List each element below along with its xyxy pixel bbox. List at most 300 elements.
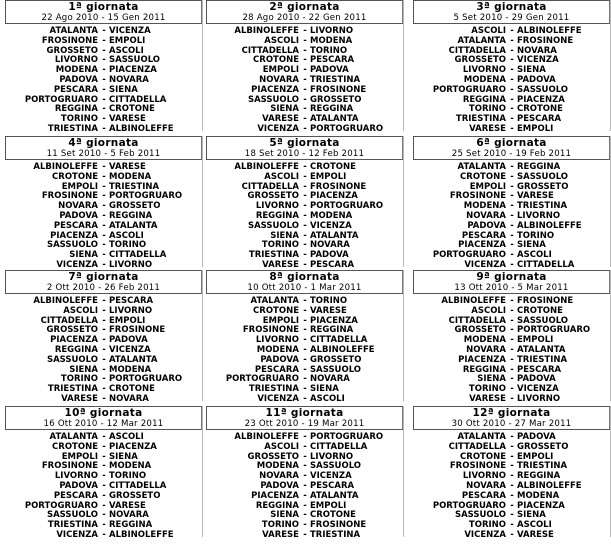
away-team: EMPOLI <box>517 451 554 462</box>
away-team: LIVORNO <box>517 210 561 221</box>
away-team: VARESE <box>109 114 146 125</box>
round-dates: 11 Set 2010 - 5 Feb 2011 <box>46 149 161 159</box>
match-separator: - <box>303 250 307 261</box>
home-team: SIENA <box>270 104 299 115</box>
away-team: ASCOLI <box>517 520 552 531</box>
home-team: TRIESTINA <box>47 384 98 395</box>
match-separator: - <box>510 45 514 56</box>
match-separator: - <box>303 451 307 462</box>
match-separator: - <box>102 191 106 202</box>
home-team: LIVORNO <box>54 55 98 66</box>
home-team: VARESE <box>469 123 506 134</box>
home-team: VARESE <box>262 259 299 270</box>
away-team: EMPOLI <box>109 315 146 326</box>
home-team: LIVORNO <box>255 201 299 212</box>
home-team: MODENA <box>256 344 299 355</box>
away-team: ASCOLI <box>517 250 552 261</box>
match-separator: - <box>510 210 514 221</box>
round-dates: 28 Ago 2010 - 22 Gen 2011 <box>242 13 367 23</box>
away-team: TRIESTINA <box>109 181 160 192</box>
home-team: CROTONE <box>460 451 506 462</box>
away-team: FROSINONE <box>310 84 367 95</box>
match-separator: - <box>510 230 514 241</box>
match-separator: - <box>303 94 307 105</box>
match-separator: - <box>510 344 514 355</box>
match-separator: - <box>102 441 106 452</box>
home-team: TORINO <box>261 520 299 531</box>
home-team: CROTONE <box>52 441 98 452</box>
home-team: NOVARA <box>466 480 506 491</box>
away-team: ATALANTA <box>109 220 158 231</box>
away-team: FROSINONE <box>109 325 166 336</box>
match-list <box>413 295 610 405</box>
away-team: ALBINOLEFFE <box>517 480 582 491</box>
match-separator: - <box>102 520 106 531</box>
away-team: ALBINOLEFFE <box>517 26 582 36</box>
home-team: TORINO <box>60 374 98 385</box>
away-team: PADOVA <box>109 335 148 346</box>
away-team: ATALANTA <box>517 344 566 355</box>
match-separator: - <box>510 259 514 270</box>
home-team: VICENZA <box>464 259 506 270</box>
home-team: SIENA <box>270 230 299 241</box>
match-separator: - <box>102 305 106 316</box>
match-separator: - <box>102 123 106 134</box>
away-team: CROTONE <box>310 510 356 521</box>
away-team: SIENA <box>517 240 546 251</box>
match-separator: - <box>303 510 307 521</box>
away-team: ALBINOLEFFE <box>310 344 375 355</box>
home-team: SASSUOLO <box>454 510 506 521</box>
match-separator: - <box>102 26 106 36</box>
away-team: SASSUOLO <box>517 315 569 326</box>
home-team: CITTADELLA <box>448 315 506 326</box>
home-team: PIACENZA <box>458 240 506 251</box>
match-separator: - <box>303 432 307 442</box>
match-separator: - <box>510 250 514 261</box>
home-team: ATALANTA <box>457 35 506 46</box>
round-title: 7ª giornata <box>68 271 139 283</box>
home-team: SIENA <box>477 374 506 385</box>
away-team: CROTONE <box>109 384 155 395</box>
round-card <box>413 406 611 540</box>
round-header <box>413 270 610 294</box>
home-team: TORINO <box>468 520 506 531</box>
away-team: PADOVA <box>310 65 349 76</box>
away-team: EMPOLI <box>517 123 554 134</box>
home-team: ATALANTA <box>457 432 506 442</box>
round-title: 1ª giornata <box>68 1 139 13</box>
match-row <box>5 395 202 405</box>
home-team: LIVORNO <box>255 335 299 346</box>
match-row <box>413 531 610 541</box>
home-team: CROTONE <box>460 171 506 182</box>
match-separator: - <box>303 335 307 346</box>
home-team: PORTOGRUARO <box>24 500 98 511</box>
match-separator: - <box>510 123 514 134</box>
home-team: ATALANTA <box>49 26 98 36</box>
home-team: LIVORNO <box>54 471 98 482</box>
away-team: PIACENZA <box>109 441 157 452</box>
away-team: PORTOGRUARO <box>109 191 183 202</box>
home-team: NOVARA <box>58 201 98 212</box>
away-team: TORINO <box>109 240 147 251</box>
match-separator: - <box>510 335 514 346</box>
round-header <box>5 136 202 160</box>
home-team: TRIESTINA <box>455 114 506 125</box>
match-separator: - <box>510 84 514 95</box>
home-team: EMPOLI <box>262 65 299 76</box>
home-team: ALBINOLEFFE <box>33 296 98 306</box>
away-team: TORINO <box>310 296 348 306</box>
away-team: LIVORNO <box>109 305 153 316</box>
away-team: PADOVA <box>517 432 556 442</box>
match-separator: - <box>303 393 307 404</box>
away-team: EMPOLI <box>310 500 347 511</box>
home-team: CROTONE <box>253 55 299 66</box>
home-team: SASSUOLO <box>247 94 299 105</box>
round-header <box>206 406 403 430</box>
away-team: TRIESTINA <box>310 529 361 540</box>
home-team: GROSSETO <box>46 325 98 336</box>
round-title: 11ª giornata <box>265 407 344 419</box>
match-list <box>5 431 202 541</box>
away-team: EMPOLI <box>310 171 347 182</box>
away-team: GROSSETO <box>310 94 362 105</box>
match-row <box>206 395 403 405</box>
round-dates: 13 Ott 2010 - 5 Mar 2011 <box>454 283 569 293</box>
home-team: ASCOLI <box>471 305 506 316</box>
away-team: NOVARA <box>109 510 149 521</box>
match-separator: - <box>303 461 307 472</box>
away-team: SASSUOLO <box>109 55 161 66</box>
match-separator: - <box>102 529 106 540</box>
match-row <box>206 531 403 541</box>
home-team: SASSUOLO <box>247 220 299 231</box>
match-separator: - <box>303 114 307 125</box>
home-team: VICENZA <box>257 123 299 134</box>
home-team: LIVORNO <box>462 471 506 482</box>
match-separator: - <box>303 471 307 482</box>
match-separator: - <box>102 325 106 336</box>
match-separator: - <box>303 325 307 336</box>
round-header <box>206 136 403 160</box>
home-team: PESCARA <box>53 490 98 501</box>
match-separator: - <box>303 354 307 365</box>
match-separator: - <box>510 201 514 212</box>
home-team: PORTOGRUARO <box>432 500 506 511</box>
round-header <box>5 406 202 430</box>
match-row <box>413 125 610 135</box>
home-team: VICENZA <box>464 529 506 540</box>
away-team: PIACENZA <box>517 500 565 511</box>
match-separator: - <box>303 84 307 95</box>
match-separator: - <box>510 490 514 501</box>
home-team: PORTOGRUARO <box>24 94 98 105</box>
home-team: VARESE <box>262 114 299 125</box>
away-team: REGGINA <box>109 210 153 221</box>
match-list <box>206 295 403 405</box>
home-team: GROSSETO <box>247 451 299 462</box>
home-team: ASCOLI <box>264 35 299 46</box>
home-team: VARESE <box>469 393 506 404</box>
match-separator: - <box>303 344 307 355</box>
match-separator: - <box>303 374 307 385</box>
home-team: ALBINOLEFFE <box>33 162 98 172</box>
match-separator: - <box>510 220 514 231</box>
away-team: CITTADELLA <box>109 250 167 261</box>
match-separator: - <box>303 500 307 511</box>
match-list <box>413 25 610 135</box>
away-team: PADOVA <box>310 250 349 261</box>
home-team: TRIESTINA <box>248 384 299 395</box>
round-card <box>5 270 203 404</box>
round-title: 12ª giornata <box>472 407 551 419</box>
round-card <box>413 270 611 404</box>
home-team: MODENA <box>256 461 299 472</box>
round-header <box>5 270 202 294</box>
away-team: CITTADELLA <box>109 480 167 491</box>
away-team: CITTADELLA <box>310 441 368 452</box>
home-team: CROTONE <box>253 305 299 316</box>
match-separator: - <box>510 432 514 442</box>
match-separator: - <box>510 451 514 462</box>
round-title: 10ª giornata <box>64 407 143 419</box>
match-separator: - <box>102 471 106 482</box>
away-team: CITTADELLA <box>310 335 368 346</box>
match-separator: - <box>303 104 307 115</box>
home-team: EMPOLI <box>61 451 98 462</box>
match-separator: - <box>303 296 307 306</box>
match-separator: - <box>102 220 106 231</box>
home-team: CITTADELLA <box>241 45 299 56</box>
match-separator: - <box>303 191 307 202</box>
away-team: TRIESTINA <box>310 74 361 85</box>
away-team: PORTOGRUARO <box>310 123 384 134</box>
away-team: GROSSETO <box>517 441 569 452</box>
match-separator: - <box>510 510 514 521</box>
away-team: NOVARA <box>109 393 149 404</box>
away-team: MODENA <box>310 35 353 46</box>
match-separator: - <box>510 480 514 491</box>
match-separator: - <box>510 26 514 36</box>
away-team: PESCARA <box>517 114 562 125</box>
away-team: VARESE <box>109 500 146 511</box>
match-separator: - <box>303 230 307 241</box>
home-team: EMPOLI <box>469 181 506 192</box>
away-team: ATALANTA <box>310 490 359 501</box>
match-separator: - <box>102 364 106 375</box>
away-team: VARESE <box>517 191 554 202</box>
match-separator: - <box>510 364 514 375</box>
home-team: PIACENZA <box>50 335 98 346</box>
match-separator: - <box>303 384 307 395</box>
home-team: FROSINONE <box>449 461 506 472</box>
home-team: PADOVA <box>59 210 98 221</box>
away-team: MODENA <box>109 171 152 182</box>
round-title: 2ª giornata <box>269 1 340 13</box>
away-team: PIACENZA <box>517 94 565 105</box>
home-team: FROSINONE <box>41 461 98 472</box>
match-separator: - <box>102 230 106 241</box>
match-separator: - <box>303 171 307 182</box>
home-team: VICENZA <box>257 393 299 404</box>
away-team: VICENZA <box>109 26 151 36</box>
home-team: VICENZA <box>56 529 98 540</box>
match-separator: - <box>510 461 514 472</box>
away-team: SASSUOLO <box>310 364 362 375</box>
home-team: SASSUOLO <box>46 354 98 365</box>
home-team: SIENA <box>69 250 98 261</box>
away-team: NOVARA <box>517 45 557 56</box>
match-separator: - <box>102 45 106 56</box>
away-team: VARESE <box>109 162 146 172</box>
match-separator: - <box>510 240 514 251</box>
match-separator: - <box>303 259 307 270</box>
match-separator: - <box>510 500 514 511</box>
match-row <box>206 125 403 135</box>
match-separator: - <box>510 114 514 125</box>
away-team: ASCOLI <box>109 432 144 442</box>
away-team: REGGINA <box>310 104 354 115</box>
away-team: GROSSETO <box>109 490 161 501</box>
home-team: NOVARA <box>466 344 506 355</box>
away-team: ALBINOLEFFE <box>109 123 174 134</box>
away-team: ASCOLI <box>109 45 144 56</box>
home-team: GROSSETO <box>46 45 98 56</box>
match-separator: - <box>102 461 106 472</box>
match-separator: - <box>102 240 106 251</box>
match-separator: - <box>102 162 106 172</box>
match-separator: - <box>303 490 307 501</box>
away-team: PESCARA <box>310 259 355 270</box>
home-team: FROSINONE <box>41 35 98 46</box>
away-team: VICENZA <box>517 55 559 66</box>
round-dates: 5 Set 2010 - 29 Gen 2011 <box>453 13 570 23</box>
away-team: VARESE <box>310 305 347 316</box>
match-separator: - <box>510 520 514 531</box>
home-team: ASCOLI <box>264 171 299 182</box>
match-separator: - <box>102 250 106 261</box>
away-team: SASSUOLO <box>517 84 569 95</box>
home-team: MODENA <box>55 65 98 76</box>
match-list <box>413 431 610 541</box>
away-team: LIVORNO <box>109 259 153 270</box>
home-team: PIACENZA <box>50 230 98 241</box>
home-team: PADOVA <box>260 480 299 491</box>
away-team: EMPOLI <box>517 335 554 346</box>
home-team: LIVORNO <box>462 65 506 76</box>
match-separator: - <box>102 374 106 385</box>
match-separator: - <box>102 171 106 182</box>
home-team: TORINO <box>261 240 299 251</box>
match-separator: - <box>102 201 106 212</box>
match-separator: - <box>102 181 106 192</box>
away-team: ASCOLI <box>310 393 345 404</box>
home-team: NOVARA <box>259 74 299 85</box>
round-card <box>5 0 203 134</box>
away-team: SASSUOLO <box>310 461 362 472</box>
match-separator: - <box>510 191 514 202</box>
away-team: CROTONE <box>517 305 563 316</box>
match-separator: - <box>102 259 106 270</box>
away-team: TRIESTINA <box>517 201 568 212</box>
round-dates: 18 Set 2010 - 12 Feb 2011 <box>244 149 365 159</box>
home-team: FROSINONE <box>242 325 299 336</box>
home-team: ASCOLI <box>63 305 98 316</box>
away-team: CITTADELLA <box>109 94 167 105</box>
away-team: REGGINA <box>310 325 354 336</box>
away-team: PORTOGRUARO <box>517 325 591 336</box>
away-team: REGGINA <box>109 520 153 531</box>
match-separator: - <box>102 210 106 221</box>
away-team: LIVORNO <box>310 26 354 36</box>
home-team: SIENA <box>270 510 299 521</box>
match-separator: - <box>102 510 106 521</box>
match-separator: - <box>303 441 307 452</box>
away-team: GROSSETO <box>109 201 161 212</box>
match-list <box>5 161 202 271</box>
home-team: PESCARA <box>254 364 299 375</box>
away-team: VARESE <box>517 529 554 540</box>
match-separator: - <box>102 490 106 501</box>
match-separator: - <box>510 162 514 172</box>
home-team: CITTADELLA <box>40 315 98 326</box>
match-separator: - <box>102 344 106 355</box>
away-team: PIACENZA <box>109 65 157 76</box>
match-separator: - <box>102 296 106 306</box>
home-team: REGGINA <box>462 364 506 375</box>
match-list <box>206 161 403 271</box>
match-separator: - <box>303 364 307 375</box>
match-separator: - <box>102 480 106 491</box>
away-team: PORTOGRUARO <box>109 374 183 385</box>
away-team: TORINO <box>109 471 147 482</box>
home-team: PIACENZA <box>458 354 506 365</box>
away-team: TORINO <box>517 230 555 241</box>
match-separator: - <box>510 74 514 85</box>
away-team: PESCARA <box>109 296 154 306</box>
home-team: TORINO <box>60 114 98 125</box>
away-team: MODENA <box>109 461 152 472</box>
away-team: LIVORNO <box>517 393 561 404</box>
round-title: 9ª giornata <box>476 271 547 283</box>
match-separator: - <box>102 315 106 326</box>
home-team: PIACENZA <box>251 490 299 501</box>
match-list <box>206 25 403 135</box>
home-team: REGGINA <box>54 344 98 355</box>
away-team: VICENZA <box>517 384 559 395</box>
match-separator: - <box>510 305 514 316</box>
home-team: PADOVA <box>59 74 98 85</box>
home-team: VARESE <box>262 529 299 540</box>
away-team: NOVARA <box>310 240 350 251</box>
home-team: GROSSETO <box>454 325 506 336</box>
match-separator: - <box>510 55 514 66</box>
round-dates: 23 Ott 2010 - 19 Mar 2011 <box>244 419 365 429</box>
round-card <box>206 270 404 404</box>
match-row <box>413 395 610 405</box>
match-separator: - <box>303 240 307 251</box>
round-card <box>5 136 203 270</box>
away-team: GROSSETO <box>517 181 569 192</box>
home-team: MODENA <box>463 74 506 85</box>
away-team: FROSINONE <box>517 35 574 46</box>
round-header <box>413 0 610 24</box>
match-separator: - <box>510 393 514 404</box>
match-separator: - <box>102 104 106 115</box>
away-team: PADOVA <box>517 374 556 385</box>
